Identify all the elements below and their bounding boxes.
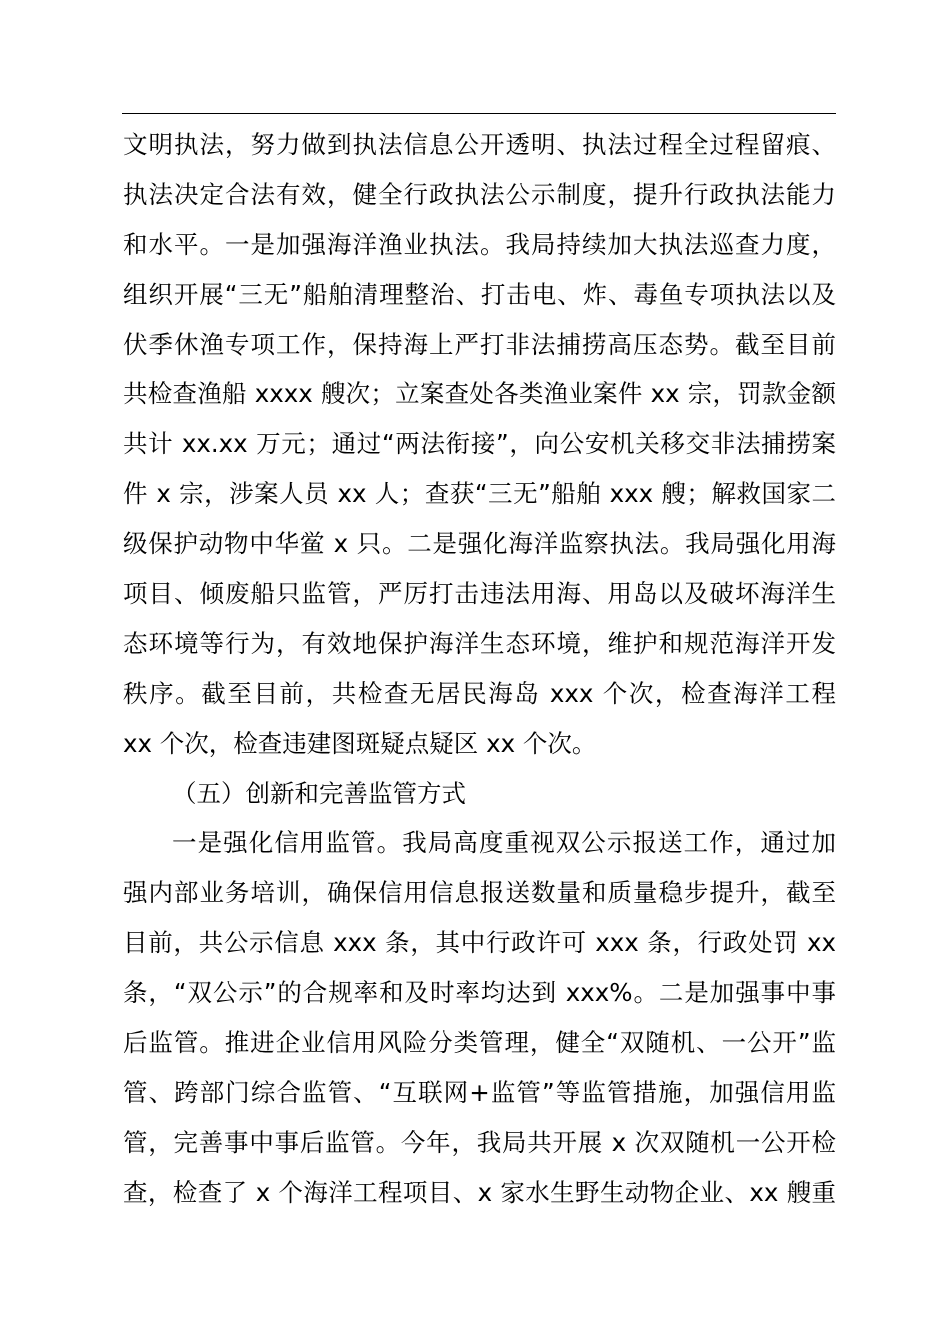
text-line: 管，完善事中事后监管。今年，我局共开展 x 次双随机一公开检 bbox=[123, 1127, 836, 1157]
section-heading bbox=[123, 769, 836, 819]
text-line: 组织开展“三无”船舶清理整治、打击电、炸、毒鱼专项执法以及 bbox=[123, 279, 836, 309]
text-line: 态环境等行为，有效地保护海洋生态环境，维护和规范海洋开发 bbox=[123, 628, 836, 658]
text-line: 强内部业务培训，确保信用信息报送数量和质量稳步提升，截至 bbox=[123, 878, 836, 908]
text-line: 查，检查了 x 个海洋工程项目、x 家水生野生动物企业、xx 艘重 bbox=[123, 1177, 836, 1207]
header-rule bbox=[122, 113, 836, 114]
text-line: （五）创新和完善监管方式 bbox=[172, 778, 466, 808]
text-line: 共计 xx.xx 万元；通过“两法衔接”，向公安机关移交非法捕捞案 bbox=[123, 429, 836, 459]
text-line: 和水平。一是加强海洋渔业执法。我局持续加大执法巡查力度， bbox=[123, 229, 836, 259]
text-line: 秩序。截至目前，共检查无居民海岛 xxx 个次，检查海洋工程 bbox=[123, 678, 836, 708]
paragraph bbox=[123, 120, 836, 769]
paragraph bbox=[123, 818, 836, 1217]
text-line: 共检查渔船 xxxx 艘次；立案查处各类渔业案件 xx 宗，罚款金额 bbox=[123, 379, 836, 409]
text-line: 条，“双公示”的合规率和及时率均达到 xxx%。二是加强事中事 bbox=[123, 978, 836, 1008]
text-line: 管、跨部门综合监管、“互联网+监管”等监管措施，加强信用监 bbox=[123, 1077, 836, 1107]
text-line: 件 x 宗，涉案人员 xx 人；查获“三无”船舶 xxx 艘；解救国家二 bbox=[123, 479, 836, 509]
text-line: 级保护动物中华鲎 x 只。二是强化海洋监察执法。我局强化用海 bbox=[123, 529, 836, 559]
text-line: 执法决定合法有效，健全行政执法公示制度，提升行政执法能力 bbox=[123, 179, 836, 209]
text-line: 文明执法，努力做到执法信息公开透明、执法过程全过程留痕、 bbox=[123, 130, 836, 159]
body-text bbox=[123, 120, 836, 1218]
text-line: 项目、倾废船只监管，严厉打击违法用海、用岛以及破坏海洋生 bbox=[123, 579, 836, 609]
text-line: 伏季休渔专项工作，保持海上严打非法捕捞高压态势。截至目前 bbox=[123, 329, 836, 359]
text-line: 目前，共公示信息 xxx 条，其中行政许可 xxx 条，行政处罚 xx bbox=[123, 928, 836, 958]
text-line: 一是强化信用监管。我局高度重视双公示报送工作，通过加 bbox=[172, 828, 836, 858]
text-line: 后监管。推进企业信用风险分类管理，健全“双随机、一公开”监 bbox=[123, 1028, 836, 1058]
text-line: xx 个次，检查违建图斑疑点疑区 xx 个次。 bbox=[123, 728, 597, 758]
